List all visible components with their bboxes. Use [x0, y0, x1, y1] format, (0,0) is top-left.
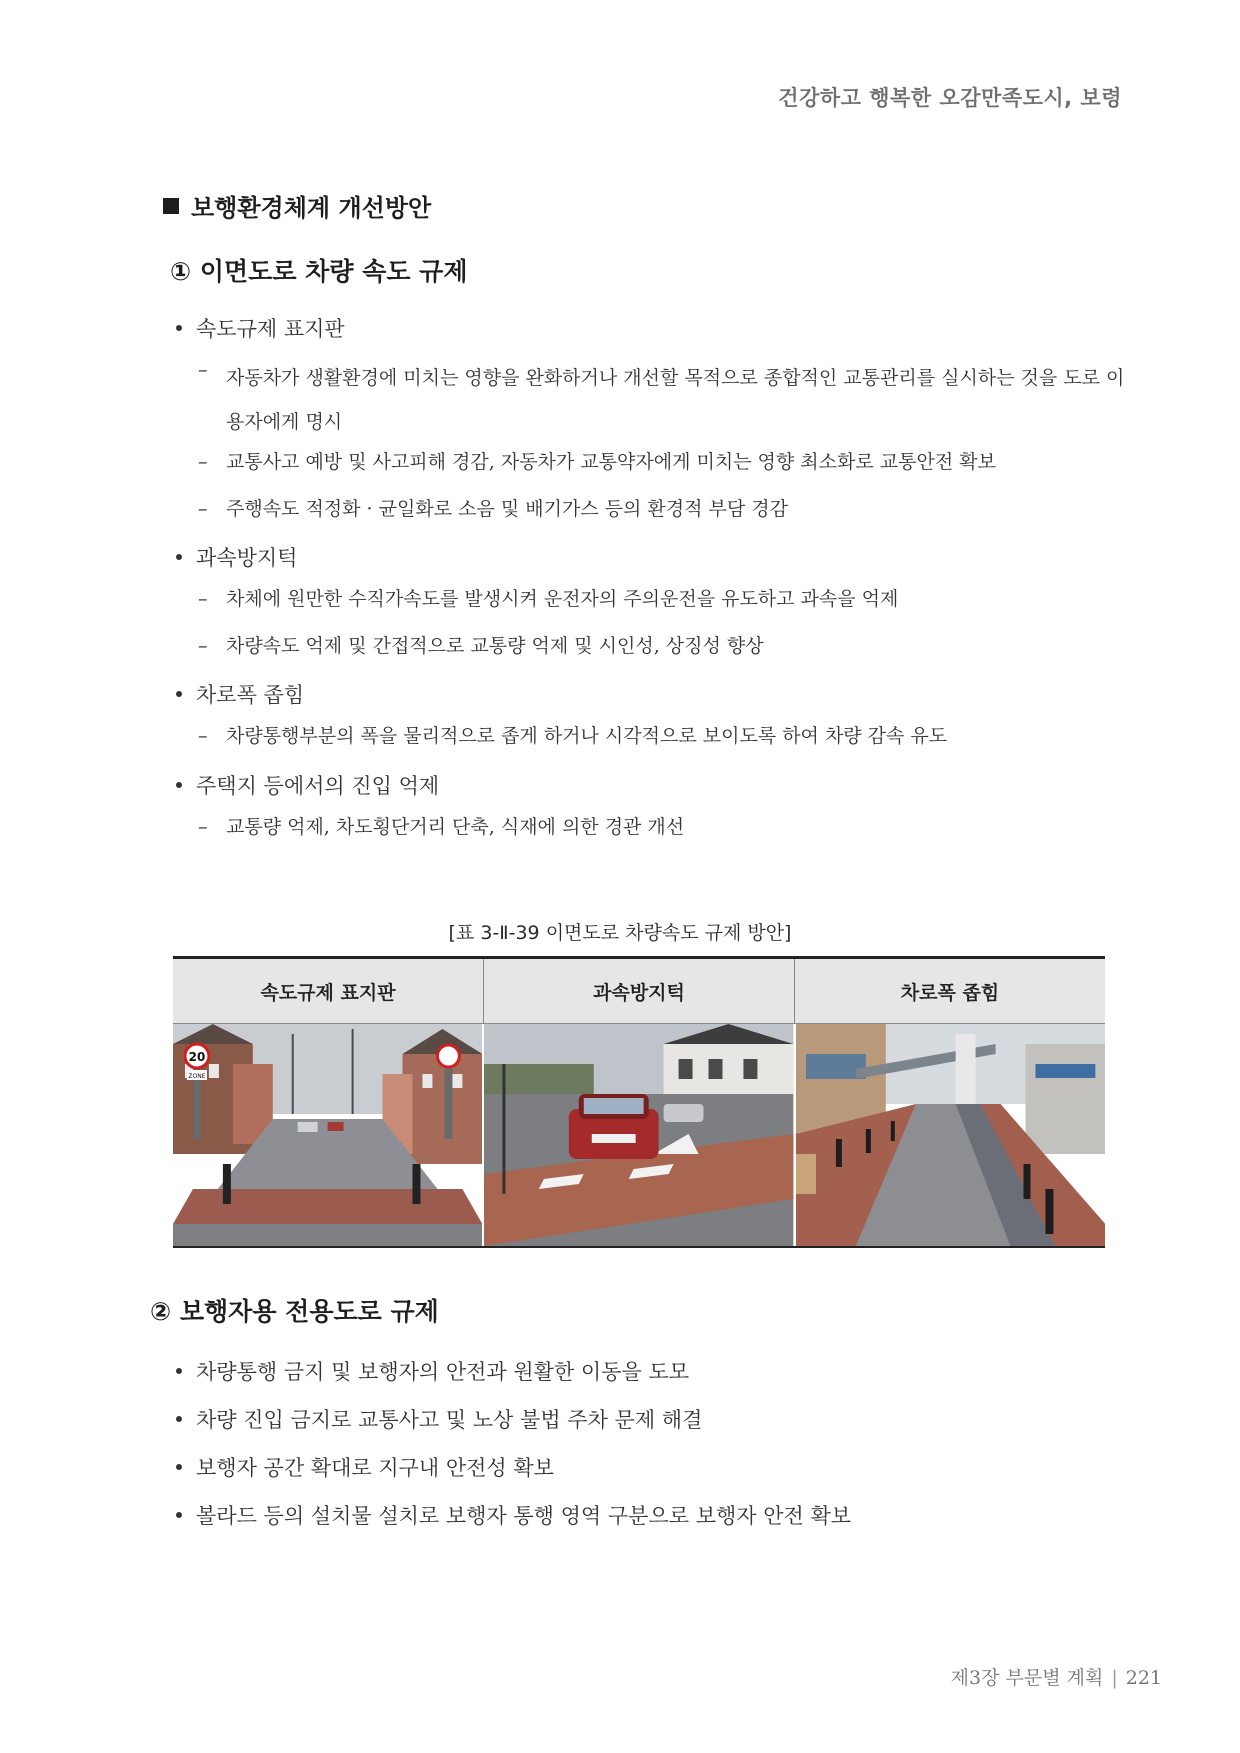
bullet-dot-icon — [176, 1416, 182, 1422]
section-title — [163, 188, 431, 223]
bullet-dot-icon — [176, 1512, 182, 1518]
bullet-item: 속도규제 표지판 — [168, 312, 1128, 344]
table-caption: [표 3-Ⅱ-39 이면도로 차량속도 규제 방안] — [448, 922, 792, 944]
sign-zone-label: ZONE — [188, 1072, 206, 1081]
footer-chapter: 제3장 부문별 계획 — [950, 1667, 1104, 1689]
dash-item: – 자동차가 생활환경에 미치는 영향을 완화하거나 개선할 목적으로 종합적인 교통관리를 실시하는 것을 도로 이용자에게 명시 — [198, 359, 1125, 433]
black-square-icon — [163, 198, 179, 214]
dash-item: – 차량통행부분의 폭을 물리적으로 좁게 하거나 시각적으로 보이도록 하여 차량 감속 유도 — [198, 725, 948, 747]
dash-item: – 주행속도 적정화 · 균일화로 소음 및 배기가스 등의 환경적 부담 경감 — [198, 497, 788, 520]
table-header-cell: 과속방지턱 — [483, 959, 794, 1023]
photo-speed-hump — [482, 1024, 793, 1246]
bullet-dot-icon — [176, 1464, 182, 1470]
part1-list — [168, 312, 1128, 841]
table-header-cell: 차로폭 좁힘 — [794, 959, 1105, 1023]
bullet-item: 주택지 등에서의 진입 억제 — [168, 769, 1128, 801]
photo-lane-narrowing — [794, 1024, 1105, 1246]
bullet-dot-icon — [176, 691, 182, 697]
bullet-item: 차량통행 금지 및 보행자의 안전과 원활한 이동을 도모 — [168, 1355, 1128, 1387]
bullet-item: 보행자 공간 확대로 지구내 안전성 확보 — [168, 1451, 1128, 1483]
photo-table — [173, 956, 1105, 1248]
subsection-title-2: ② 보행자용 전용도로 규제 — [150, 1297, 439, 1326]
subsection-title-1: ① 이면도로 차량 속도 규제 — [170, 257, 468, 286]
bullet-item: 과속방지턱 — [168, 541, 1128, 573]
photo-speed-sign-street — [173, 1024, 482, 1246]
bullet-dot-icon — [176, 1368, 182, 1374]
bullet-dot-icon — [176, 782, 182, 788]
section-title-text: 보행환경체계 개선방안 — [191, 194, 432, 222]
part2-list — [168, 1355, 1128, 1531]
table-header-cell: 속도규제 표지판 — [260, 981, 396, 1004]
dash-item: – 교통량 억제, 차도횡단거리 단축, 식재에 의한 경관 개선 — [198, 815, 685, 838]
table-image-row — [173, 1024, 1105, 1246]
page-number: 221 — [1125, 1667, 1162, 1689]
sign-number: 20 — [188, 1049, 206, 1065]
dash-item: – 차량속도 억제 및 간접적으로 교통량 억제 및 시인성, 상징성 향상 — [198, 634, 764, 657]
bullet-item: 볼라드 등의 설치물 설치로 보행자 통행 영역 구분으로 보행자 안전 확보 — [168, 1499, 1128, 1531]
bullet-dot-icon — [176, 325, 182, 331]
dash-item: – 교통사고 예방 및 사고피해 경감, 자동차가 교통약자에게 미치는 영향 최소화로 교통안전 확보 — [198, 451, 996, 473]
running-header: 건강하고 행복한 오감만족도시, 보령 — [778, 86, 1122, 110]
table-header-row — [173, 959, 1105, 1024]
bullet-dot-icon — [176, 554, 182, 560]
page-footer: 제3장 부문별 계획 | 221 — [950, 1667, 1162, 1689]
bullet-item: 차량 진입 금지로 교통사고 및 노상 불법 주차 문제 해결 — [168, 1403, 1128, 1435]
bullet-item: 차로폭 좁힘 — [168, 678, 1128, 710]
dash-item: – 차체에 원만한 수직가속도를 발생시켜 운전자의 주의운전을 유도하고 과속을 억제 — [198, 588, 899, 610]
